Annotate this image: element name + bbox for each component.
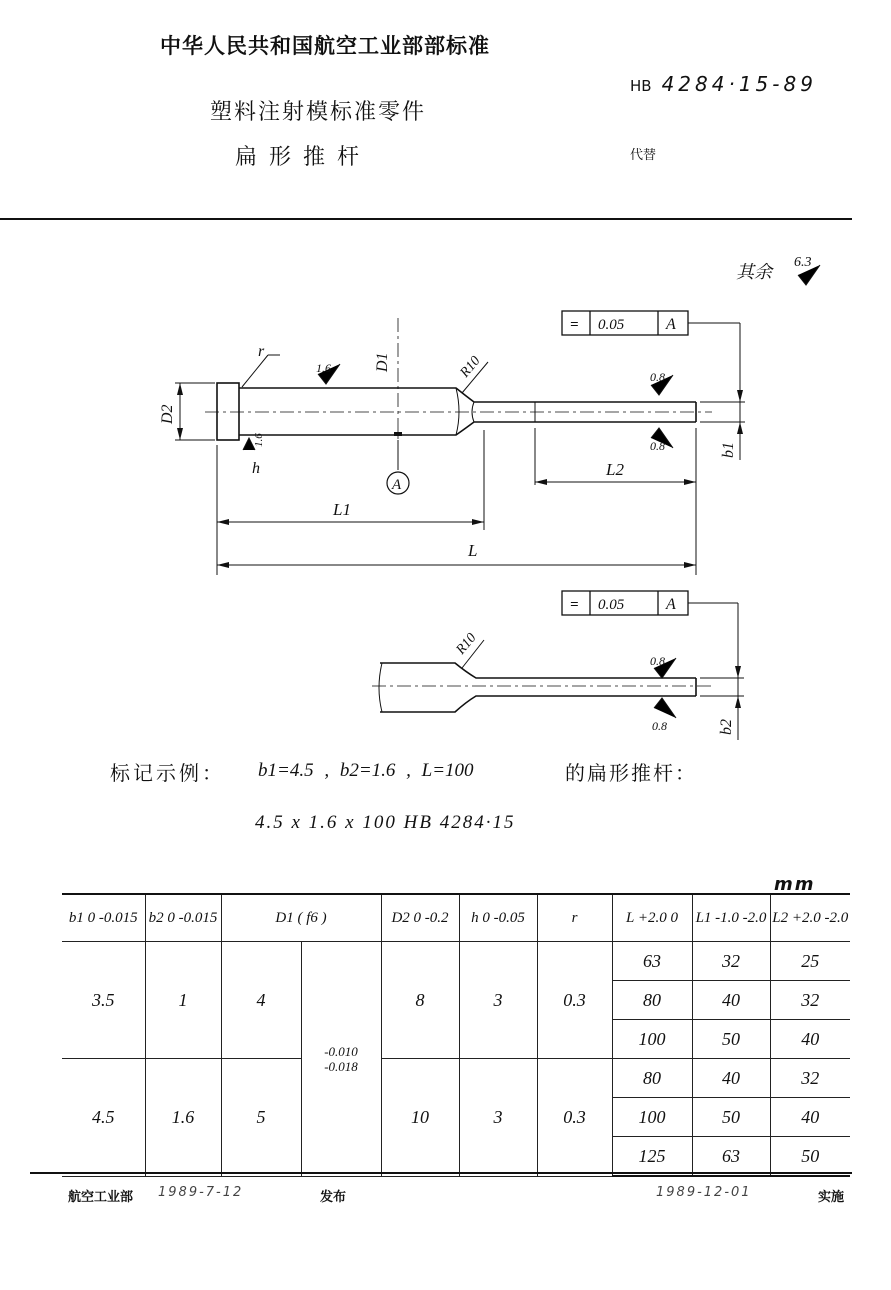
cell-l2: 32 — [770, 981, 850, 1020]
b1-label: b1 — [720, 442, 737, 458]
example-params: b1=4.5 , b2=1.6 , L=100 — [258, 760, 474, 781]
footer-rule — [30, 1172, 852, 1174]
cell-d1-tolerance — [301, 942, 381, 1177]
rough-body-label: 1.6 — [316, 361, 331, 375]
surface-rest-label: 其余 — [736, 262, 772, 282]
cell-l2: 25 — [770, 942, 850, 981]
rough-flat-bottom-label: 0.8 — [650, 439, 665, 453]
col-header-r: r — [537, 894, 612, 942]
rough-head-label: 1.6 — [253, 433, 265, 447]
cell-h: 3 — [459, 942, 537, 1059]
pin-body-top — [239, 388, 696, 402]
cell-r: 0.3 — [537, 1059, 612, 1177]
cell-l1: 32 — [692, 942, 770, 981]
l1-label: L1 — [333, 500, 351, 519]
rough-flat-top-label: 0.8 — [650, 370, 665, 384]
tolerance-value: 0.05 — [598, 317, 625, 333]
col-header-d1: D1 ( f6 ) — [221, 894, 381, 942]
effective-date: 1989-12-01 — [656, 1185, 752, 1200]
flatness-symbol: = — [570, 317, 579, 333]
col-header-b2: b2 0 -0.015 — [145, 894, 221, 942]
example-label: 标记示例： — [110, 761, 225, 785]
cell-l2: 40 — [770, 1020, 850, 1059]
issuer: 航空工业部 — [68, 1190, 134, 1205]
col-header-l: L +2.0 0 — [612, 894, 692, 942]
hb-prefix: HB — [630, 77, 652, 95]
r10-label: R10 — [457, 353, 484, 381]
l-label: L — [468, 541, 478, 560]
dimension-table — [62, 893, 850, 1177]
view2-top — [380, 663, 696, 678]
cell-h: 3 — [459, 1059, 537, 1177]
implement-label: 实施 — [818, 1190, 845, 1205]
code-number: 4284·15-89 — [661, 72, 817, 96]
cell-l: 63 — [612, 942, 692, 981]
rough-flat-top-label-2: 0.8 — [650, 654, 665, 668]
cell-l: 80 — [612, 1059, 692, 1098]
h-label: h — [252, 460, 260, 477]
d2-label: D2 — [159, 404, 176, 424]
flatness-symbol-2: = — [570, 597, 579, 613]
table-row — [62, 942, 850, 981]
table-header-row — [62, 894, 850, 942]
datum-label: A — [392, 477, 402, 493]
cell-l2: 40 — [770, 1098, 850, 1137]
title-line1: 塑料注射模标准零件 — [210, 100, 427, 125]
cell-d1: 5 — [221, 1059, 301, 1177]
col-header-l1: L1 -1.0 -2.0 — [692, 894, 770, 942]
pin-head — [217, 383, 239, 440]
cell-l: 80 — [612, 981, 692, 1020]
d1-tol-upper: -0.010 — [324, 1043, 358, 1059]
unit-label: mm — [774, 874, 816, 895]
cell-l1: 63 — [692, 1137, 770, 1177]
cell-l1: 40 — [692, 1059, 770, 1098]
col-header-b1: b1 0 -0.015 — [62, 894, 145, 942]
col-header-l2: L2 +2.0 -2.0 — [770, 894, 850, 942]
d1-label: D1 — [374, 352, 391, 372]
example-tail: 的扁形推杆： — [565, 761, 697, 785]
l2-label: L2 — [606, 460, 624, 479]
cell-r: 0.3 — [537, 942, 612, 1059]
b2-label: b2 — [718, 719, 735, 735]
cell-l2: 50 — [770, 1137, 850, 1177]
datum-ref: A — [666, 316, 676, 333]
rest-roughness-value: 6.3 — [794, 255, 812, 270]
cell-l1: 50 — [692, 1098, 770, 1137]
d1-tol-lower: -0.018 — [324, 1058, 358, 1074]
datum-ref-2: A — [666, 596, 676, 613]
col-header-h: h 0 -0.05 — [459, 894, 537, 942]
title-line2: 扁形推杆 — [235, 145, 372, 170]
publish-label: 发布 — [320, 1190, 347, 1205]
cell-l: 125 — [612, 1137, 692, 1177]
cell-b1: 3.5 — [62, 942, 145, 1059]
pin-body-bottom — [239, 422, 696, 435]
cell-l: 100 — [612, 1098, 692, 1137]
cell-d1: 4 — [221, 942, 301, 1059]
r10-label-2: R10 — [453, 630, 480, 658]
cell-d2: 10 — [381, 1059, 459, 1177]
cell-b2: 1 — [145, 942, 221, 1059]
issue-date: 1989-7-12 — [158, 1185, 244, 1200]
col-header-d2: D2 0 -0.2 — [381, 894, 459, 942]
cell-l2: 32 — [770, 1059, 850, 1098]
cell-b2: 1.6 — [145, 1059, 221, 1177]
cell-b1: 4.5 — [62, 1059, 145, 1177]
cell-l1: 50 — [692, 1020, 770, 1059]
cell-l: 100 — [612, 1020, 692, 1059]
table-row — [62, 1059, 850, 1098]
example-marking: 4.5 x 1.6 x 100 HB 4284·15 — [255, 812, 516, 833]
standard-org: 中华人民共和国航空工业部部标准 — [160, 34, 490, 58]
rough-flat-bottom-label-2: 0.8 — [652, 719, 667, 733]
view2-bottom — [380, 696, 696, 712]
r-label: r — [258, 343, 265, 360]
replaces-label: 代替 — [630, 148, 657, 163]
tolerance-value-2: 0.05 — [598, 597, 625, 613]
cell-l1: 40 — [692, 981, 770, 1020]
cell-d2: 8 — [381, 942, 459, 1059]
